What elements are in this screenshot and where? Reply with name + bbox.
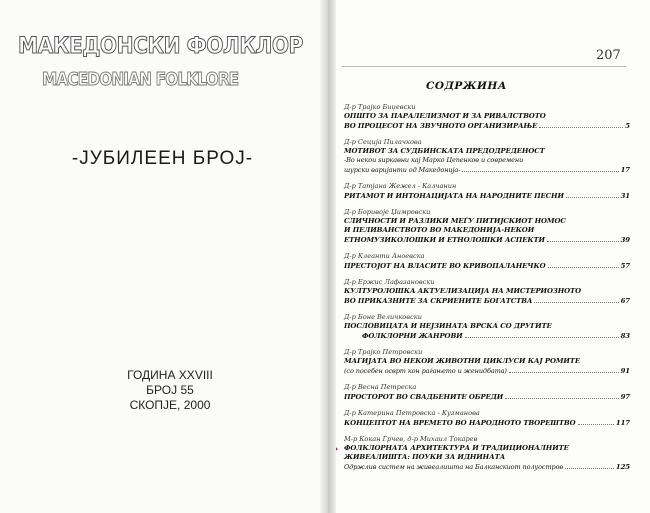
toc-title-line: МАГИЈАТА ВО НЕКОИ ЖИВОТНИ ЦИКЛУСИ КАЈ РОМИТЕ xyxy=(344,357,580,365)
leader-dots xyxy=(578,418,614,425)
toc-author: М-р Кокан Грчев, д-р Михаил Токарев xyxy=(344,435,478,443)
toc-title-last-line xyxy=(344,366,630,376)
leader-dots xyxy=(505,392,618,399)
toc-entry[interactable] xyxy=(344,103,630,131)
toc-page-number: 117 xyxy=(615,419,630,427)
toc-entry[interactable] xyxy=(344,409,630,428)
leader-dots xyxy=(462,165,618,172)
toc-author: Д-р Сеција Пилачкова xyxy=(344,138,422,146)
toc-title-line: КУЛТУРОЛОШКА АКТУЕЛИЗАЦИЈА НА МИСТЕРИОЗНОТО xyxy=(344,287,581,295)
toc-title-text: КОНЦЕПТОТ НА ВРЕМЕТО ВО НАРОДНОТО ТВОРЕШТВО xyxy=(344,419,576,427)
toc-list xyxy=(344,103,630,472)
toc-heading: СОДРЖИНА xyxy=(426,80,507,92)
leader-dots xyxy=(539,121,623,128)
toc-page-number: 83 xyxy=(620,332,630,340)
toc-page-number: 125 xyxy=(615,463,630,471)
toc-title-text: ПРОСТОРОТ ВО СВАДБЕНИТЕ ОБРЕДИ xyxy=(344,393,504,401)
toc-title-last-line xyxy=(344,296,630,306)
toc-author: Д-р Трајко Биџевски xyxy=(344,103,416,111)
toc-author: Д-р Трајко Петровски xyxy=(344,348,423,356)
toc-entry[interactable] xyxy=(344,313,630,341)
header-divider xyxy=(342,66,626,67)
toc-title-last-line xyxy=(344,331,630,341)
journal-title-mk: МАКЕДОНСКИ ФОЛКЛОР xyxy=(18,34,303,59)
toc-title-text: ВО ПРИКАЗНИТЕ ЗА СКРИЕНИТЕ БОГАТСТВА xyxy=(344,297,533,305)
toc-author: Д-р Весна Петреска xyxy=(344,383,417,391)
toc-title-text: ПРЕСТОЈОТ НА ВЛАСИТЕ ВО КРИВОПАЛАНЕЧКО xyxy=(344,262,546,270)
toc-entry[interactable] xyxy=(344,348,630,376)
toc-subtitle-line: -Во некои ѕиркавни кај Марко Цепенков и современи xyxy=(344,156,524,164)
toc-page-number: 91 xyxy=(620,367,630,375)
toc-author: Д-р Татјана Жежел - Калчанин xyxy=(344,182,457,190)
page-number: 207 xyxy=(596,48,621,63)
toc-entry[interactable] xyxy=(344,278,630,306)
toc-title-line: ФОЛКЛОРНАТА АРХИТЕКТУРА И ТРАДИЦИОНАЛНИТЕ xyxy=(344,444,569,452)
toc-author: Д-р Боривоје Џимровски xyxy=(344,208,431,216)
edition-label: -ЈУБИЛЕЕН БРОЈ- xyxy=(71,148,254,169)
leader-dots xyxy=(548,261,619,268)
imprint-place-year: СКОПЈЕ, 2000 xyxy=(129,398,211,412)
leader-dots xyxy=(566,191,619,198)
toc-title-last-line xyxy=(344,392,630,402)
toc-page-number: 17 xyxy=(620,166,630,174)
journal-title-en: MACEDONIAN FOLKLORE xyxy=(42,69,239,90)
leader-dots xyxy=(547,235,619,242)
right-page xyxy=(336,0,650,513)
toc-page-number: 39 xyxy=(620,236,630,244)
toc-title-line: ПОСЛОВИЦАТА И НЕЈЗИНАТА ВРСКА СО ДРУГИТЕ xyxy=(344,322,552,330)
toc-author: Д-р Боне Величковски xyxy=(344,313,422,321)
leader-dots xyxy=(565,462,614,469)
toc-author: Д-р Катерина Петровска - Кузманова xyxy=(344,409,480,417)
toc-title-last-line xyxy=(344,418,630,428)
toc-entry[interactable] xyxy=(344,252,630,271)
toc-title-last-line xyxy=(344,235,630,245)
toc-title-line: ЖИВЕАЛИШТА: ПОУКИ ЗА ИДНИНАТА xyxy=(344,453,506,461)
toc-author: Д-р Ержис Лафазановски xyxy=(344,278,435,286)
toc-page-number: 97 xyxy=(620,393,630,401)
leader-dots xyxy=(509,366,619,373)
leader-dots xyxy=(534,296,618,303)
imprint xyxy=(110,368,230,413)
toc-page-number: 5 xyxy=(625,122,630,130)
toc-entry[interactable] xyxy=(344,182,630,201)
toc-title-text: ВО ПРОЦЕСОТ НА ЗВУЧНОТО ОРГАНИЗИРАЊЕ xyxy=(344,122,538,130)
toc-author: Д-р Клеанти Аноевска xyxy=(344,252,425,260)
toc-title-text: Одржлив систем на живеалишта на Балканскиот полуостров xyxy=(344,463,564,471)
toc-title-last-line xyxy=(344,462,630,472)
toc-page-number: 31 xyxy=(620,192,630,200)
toc-title-line: ОПШТО ЗА ПАРАЛЕЛИЗМОТ И ЗА РИВАЛСТВОТО xyxy=(344,112,546,120)
toc-title-text: (со посебен осврт кон раѓањето и женидбата) xyxy=(344,367,507,375)
toc-page-number: 57 xyxy=(620,262,630,270)
toc-title-line: МОТИВОТ ЗА СУДБИНСКАТА ПРЕДОДРЕДЕНОСТ xyxy=(344,147,545,155)
toc-entry[interactable] xyxy=(344,208,630,245)
imprint-year: ГОДИНА XXVIII xyxy=(127,368,213,382)
toc-title-last-line xyxy=(344,165,630,175)
imprint-issue: БРОЈ 55 xyxy=(146,383,194,397)
toc-title-text: шурски варијанти од Македонија- xyxy=(344,166,461,174)
toc-entry[interactable] xyxy=(344,383,630,402)
toc-entry[interactable] xyxy=(344,138,630,175)
toc-title-last-line xyxy=(344,121,630,131)
toc-title-last-line xyxy=(344,261,630,271)
leader-dots xyxy=(465,331,619,338)
toc-title-line: И ПЕЛИВАНСТВОТО ВО МАКЕДОНИЈА-НЕКОИ xyxy=(344,226,535,234)
book-spine xyxy=(320,0,336,513)
triangle-marker-icon xyxy=(336,441,338,457)
toc-page-number: 67 xyxy=(620,297,630,305)
toc-title-last-line xyxy=(344,191,630,201)
toc-title-text: ФОЛКЛОРНИ ЖАНРОВИ xyxy=(362,332,463,340)
toc-title-text: ЕТНОМУЗИКОЛОШКИ И ЕТНОЛОШКИ АСПЕКТИ xyxy=(344,236,545,244)
toc-title-text: РИТАМОТ И ИНТОНАЦИЈАТА НА НАРОДНИТЕ ПЕСНИ xyxy=(344,192,564,200)
toc-title-line: СЛИЧНОСТИ И РАЗЛИКИ МЕЃУ ПИТИЈСКИОТ НОМОС xyxy=(344,217,566,225)
toc-entry-highlighted[interactable] xyxy=(344,435,630,472)
